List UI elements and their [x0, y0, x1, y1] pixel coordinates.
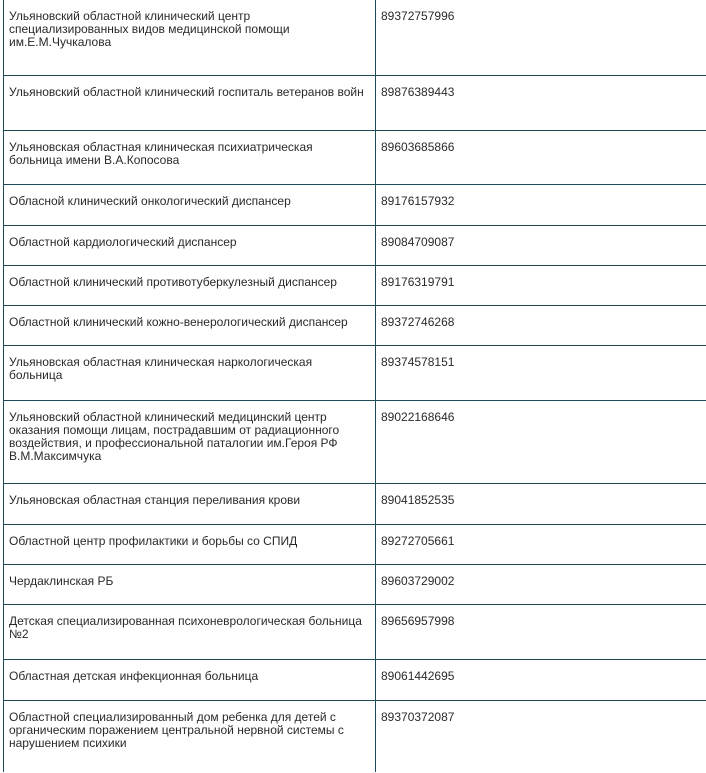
hospital-name: Ульяновская областная клиническая наркологическая больница — [4, 345, 376, 400]
table-row — [4, 604, 706, 659]
phone-number: 89041852535 — [376, 483, 706, 524]
hospital-name: Областной специализированный дом ребенка для детей с органическим поражением центральной нервной системы с нарушением психики — [4, 700, 376, 772]
table-row — [4, 483, 706, 524]
table-row — [4, 184, 706, 225]
table-row — [4, 659, 706, 700]
phone-number: 89656957998 — [376, 604, 706, 659]
table-row — [4, 130, 706, 184]
phone-number: 89176157932 — [376, 184, 706, 225]
hospital-contacts-table — [3, 0, 706, 772]
phone-number: 89176319791 — [376, 265, 706, 305]
phone-number: 89370372087 — [376, 700, 706, 772]
table-row — [4, 0, 706, 75]
table-row — [4, 564, 706, 604]
hospital-name: Детская специализированная психоневрологическая больница №2 — [4, 604, 376, 659]
hospital-name: Ульяновская областная станция переливания крови — [4, 483, 376, 524]
hospital-name: Областной клинический кожно-венерологический диспансер — [4, 305, 376, 345]
phone-number: 89603685866 — [376, 130, 706, 184]
phone-number: 89022168646 — [376, 400, 706, 483]
phone-number: 89272705661 — [376, 524, 706, 564]
table-row — [4, 225, 706, 265]
phone-number: 89876389443 — [376, 75, 706, 130]
phone-number: 89374578151 — [376, 345, 706, 400]
table-row — [4, 400, 706, 483]
phone-number: 89372746268 — [376, 305, 706, 345]
table-row — [4, 75, 706, 130]
table-row — [4, 265, 706, 305]
hospital-name: Ульяновский областной клинический госпиталь ветеранов войн — [4, 75, 376, 130]
phone-number: 89372757996 — [376, 0, 706, 75]
table-row — [4, 345, 706, 400]
hospital-name: Ульяновский областной клинический центр специализированных видов медицинской помощи им.Е.М.Чучкалова — [4, 0, 376, 75]
hospital-name: Облacной клинический онкологический диспансер — [4, 184, 376, 225]
hospital-name: Ульяновский областной клинический медицинский центр оказания помощи лицам, пострадавшим от радиационного воздействия, и профессиональной паталогии им.Героя РФ В.М.Максимчука — [4, 400, 376, 483]
phone-number: 89084709087 — [376, 225, 706, 265]
hospital-name: Чердаклинская РБ — [4, 564, 376, 604]
table-row — [4, 700, 706, 772]
hospital-name: Областной центр профилактики и борьбы со СПИД — [4, 524, 376, 564]
hospital-name: Ульяновская областная клиническая психиатрическая больница имени В.А.Копосова — [4, 130, 376, 184]
phone-number: 89061442695 — [376, 659, 706, 700]
hospital-name: Областная детская инфекционная больница — [4, 659, 376, 700]
hospital-name: Областной клинический противотуберкулезный диспансер — [4, 265, 376, 305]
phone-number: 89603729002 — [376, 564, 706, 604]
table-row — [4, 305, 706, 345]
hospital-name: Областной кардиологический диспансер — [4, 225, 376, 265]
table-row — [4, 524, 706, 564]
